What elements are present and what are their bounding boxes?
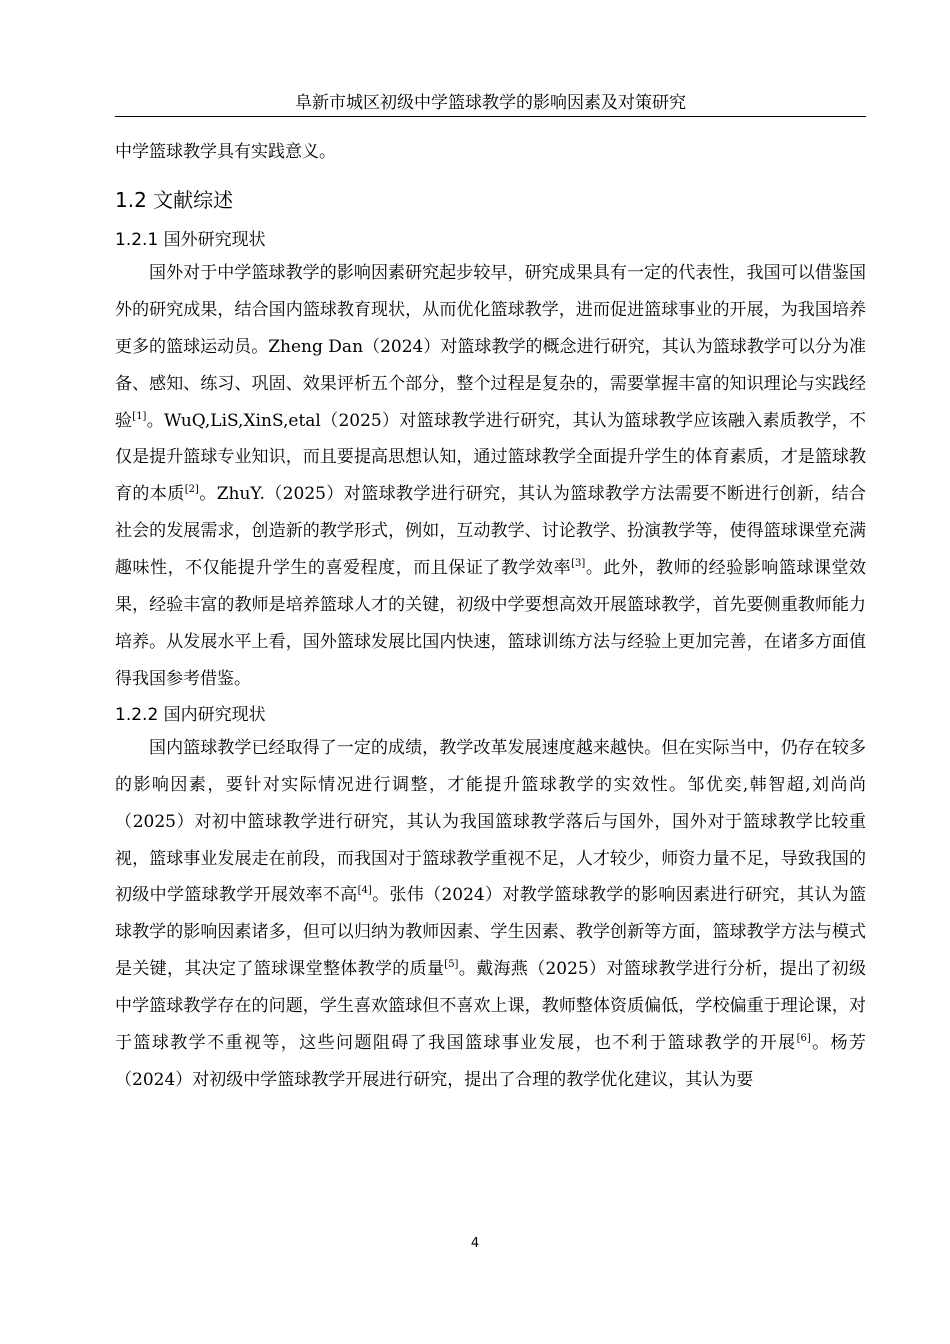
paragraph-foreign-research [115,255,866,698]
citation-2: [2] [184,484,199,496]
citation-5: [5] [444,959,459,971]
page-number: 4 [470,1236,480,1251]
running-header: 阜新市城区初级中学篮球教学的影响因素及对策研究 [115,92,866,117]
text-run: 国外对于中学篮球教学的影响因素研究起步较早，研究成果具有一定的代表性，我国可以借鉴国外的研究成果，结合国内篮球教育现状，从而优化篮球教学，进而促进篮球事业的开展，为我国培养更多的篮球运动员。Zheng Dan（2024）对篮球教学的概念进行研究，其认为篮球教学可以分为准备、感知、练习、巩固、效果评析五个部分，整个过程是复杂的，需要掌握丰富的知识理论与实践经验 [115,262,866,431]
subsection-heading-domestic: 1.2.2 国内研究现状 [115,704,266,725]
text-run: 。张伟（2024）对教学篮球教学的影响因素进行研究，其认为篮球教学的影响因素诸多，但可以归纳为教师因素、学生因素、教学创新等方面，篮球教学方法与模式是关键，其决定了篮球课堂整体教学的质量 [115,885,867,980]
citation-3: [3] [571,558,586,570]
paragraph-domestic-research [115,730,866,1099]
text-run: 。ZhuY.（2025）对篮球教学进行研究，其认为篮球教学方法需要不断进行创新，结合社会的发展需求，创造新的教学形式，例如，互动教学、讨论教学、扮演教学等，使得篮球课堂充满趣味性，不仅能提升学生的喜爱程度，而且保证了教学效率 [115,484,866,579]
intro-line: 中学篮球教学具有实践意义。 [115,142,336,162]
text-run: 。WuQ,LiS,XinS,etal（2025）对篮球教学进行研究，其认为篮球教学应该融入素质教学，不仅是提升篮球专业知识，而且要提高思想认知，通过篮球教学全面提升学生的体育素质，才是篮球教育的本质 [115,410,866,505]
citation-4: [4] [357,885,372,897]
page-body [115,134,866,1099]
text-run: 。此外，教师的经验影响篮球课堂效果，经验丰富的教师是培养篮球人才的关键，初级中学要想高效开展篮球教学，首先要侧重教师能力培养。从发展水平上看，国外篮球发展比国内快速，篮球训练方法与经验上更加完善，在诸多方面值得我国参考借鉴。 [115,558,867,689]
text-run: 。戴海燕（2025）对篮球教学进行分析，提出了初级中学篮球教学存在的问题，学生喜欢篮球但不喜欢上课，教师整体资质偏低，学校偏重于理论课，对于篮球教学不重视等，这些问题阻碍了我国篮球事业发展，也不利于篮球教学的开展 [115,959,867,1054]
citation-1: [1] [132,410,147,422]
subsection-heading-foreign: 1.2.1 国外研究现状 [115,229,266,250]
citation-6: [6] [796,1033,811,1045]
section-heading: 1.2 文献综述 [115,187,234,212]
text-run: 。杨芳（2024）对初级中学篮球教学开展进行研究，提出了合理的教学优化建议，其认为要 [115,1033,867,1090]
text-run: 国内篮球教学已经取得了一定的成绩，教学改革发展速度越来越快。但在实际当中，仍存在较多的影响因素，要针对实际情况进行调整，才能提升篮球教学的实效性。邹优奕,韩智超,刘尚尚（2025）对初中篮球教学进行研究，其认为我国篮球教学落后与国外，国外对于篮球教学比较重视，篮球事业发展走在前段，而我国对于篮球教学重视不足，人才较少，师资力量不足，导致我国的初级中学篮球教学开展效率不高 [115,737,866,906]
